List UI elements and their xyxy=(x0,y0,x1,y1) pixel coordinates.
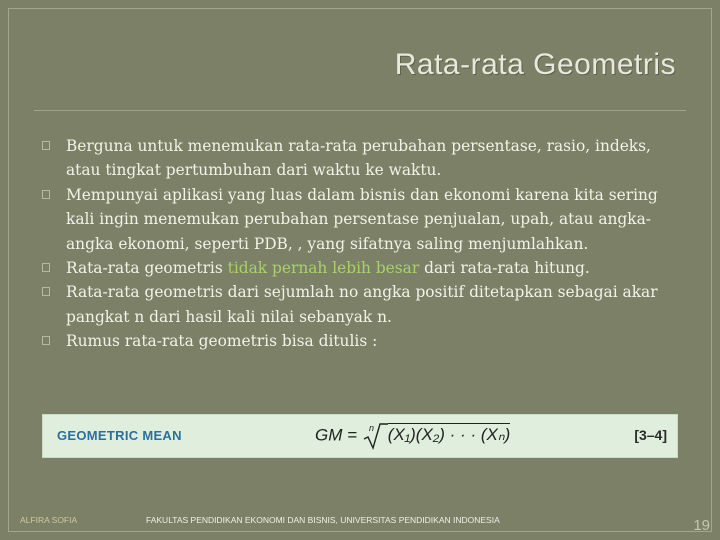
highlighted-phrase: tidak pernah lebih besar xyxy=(227,259,420,278)
footer-institution: FAKULTAS PENDIDIKAN EKONOMI DAN BISNIS, UNIVERSITAS PENDIDIKAN INDONESIA xyxy=(146,515,500,525)
bullet-square-icon xyxy=(42,263,50,272)
formula-terms: (X₁)(X₂) · · · (Xₙ) xyxy=(387,425,511,445)
formula-label: GEOMETRIC MEAN xyxy=(57,428,182,443)
bullet-square-icon xyxy=(42,190,50,199)
bullet-square-icon xyxy=(42,336,50,345)
bullet-text: Berguna untuk menemukan rata-rata perubahan persentase, rasio, indeks, atau tingkat pertumbuhan dari waktu ke waktu. xyxy=(66,137,651,180)
bullet-text: Rumus rata-rata geometris bisa ditulis : xyxy=(66,332,378,351)
formula-reference: [3–4] xyxy=(634,427,667,443)
bullet-square-icon xyxy=(42,287,50,296)
page-number: 19 xyxy=(693,517,710,534)
bullet-text-before: Rata-rata geometris xyxy=(66,259,228,278)
bullet-item xyxy=(42,134,672,183)
radical-sign-icon xyxy=(362,421,388,451)
formula-lhs: GM = xyxy=(315,425,358,445)
slide-title: Rata-rata Geometris xyxy=(394,48,676,81)
bullet-text-after: dari rata-rata hitung. xyxy=(419,259,590,278)
formula-equation xyxy=(315,421,510,451)
bullet-list xyxy=(42,134,672,354)
footer-author: ALFIRA SOFIA xyxy=(20,515,78,525)
bullet-square-icon xyxy=(42,141,50,150)
bullet-text: Rata-rata geometris dari sejumlah no angka positif ditetapkan sebagai akar pangkat n dari hasil kali nilai sebanyak n. xyxy=(66,283,658,326)
root-index: n xyxy=(368,423,374,433)
formula-image xyxy=(42,414,678,458)
bullet-item xyxy=(42,183,672,256)
bullet-item xyxy=(42,329,672,353)
bullet-text: Mempunyai aplikasi yang luas dalam bisnis dan ekonomi karena kita sering kali ingin menemukan perubahan persentase penjualan, upah, atau angka-angka ekonomi, seperti PDB, , yang sifatnya saling menjumlahkan. xyxy=(66,185,658,253)
bullet-item xyxy=(42,280,672,329)
bullet-item xyxy=(42,256,672,280)
title-divider xyxy=(34,110,686,111)
